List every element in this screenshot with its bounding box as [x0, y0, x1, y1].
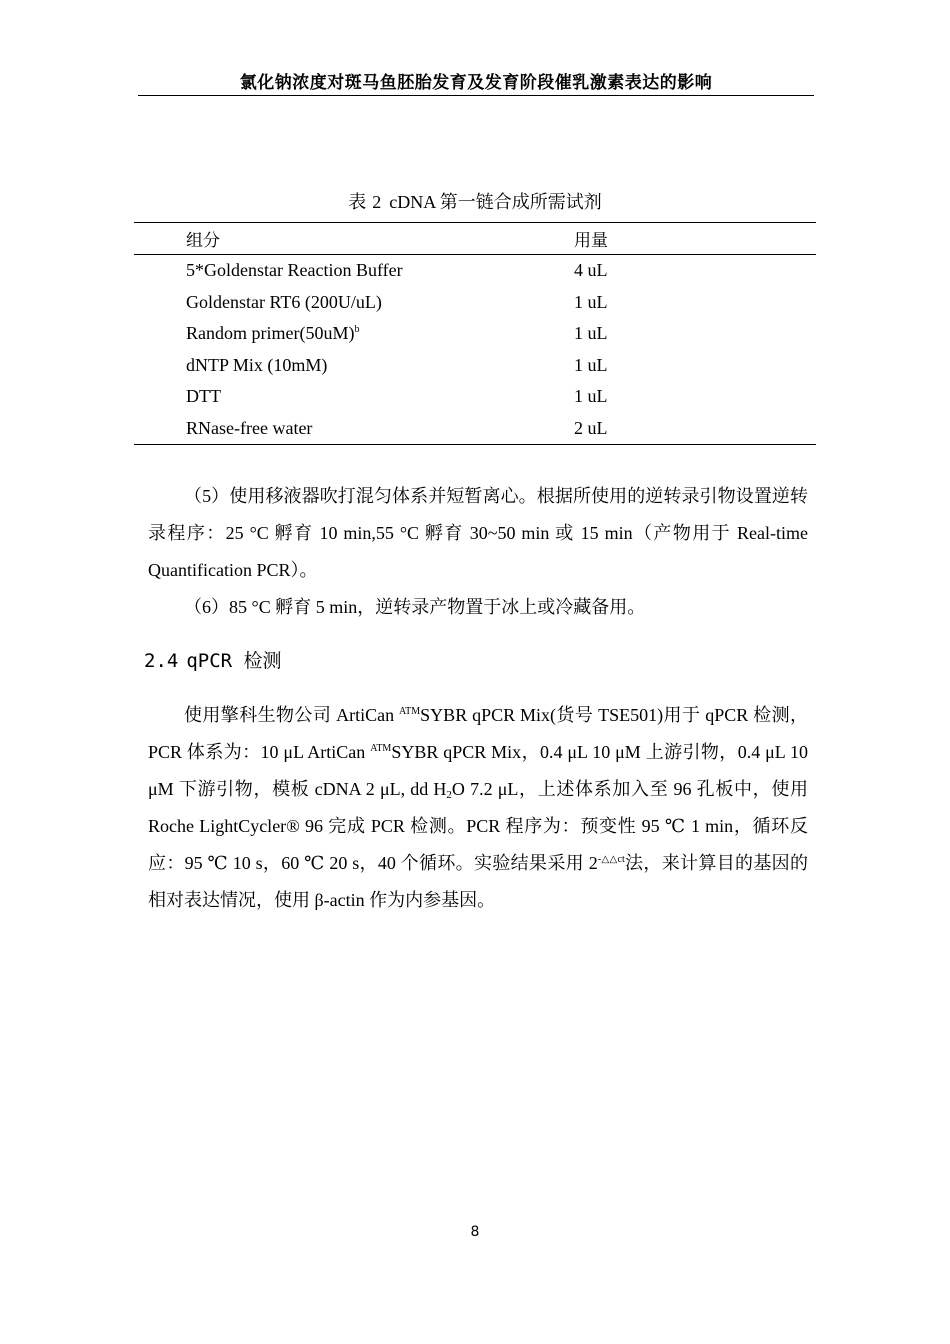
- delta-delta-ct-superscript: -△△ct: [597, 854, 625, 865]
- table-caption-label: 表: [348, 192, 367, 212]
- component-cell: Goldenstar RT6 (200U/uL): [186, 291, 382, 312]
- component-cell: dNTP Mix (10mM): [186, 354, 328, 375]
- subscript-2: 2: [446, 789, 452, 801]
- table-row: [134, 255, 816, 287]
- component-cell: DTT: [186, 386, 221, 407]
- amount-cell: 1 uL: [574, 354, 608, 375]
- amount-cell: 1 uL: [574, 291, 608, 312]
- atm-superscript: ATM: [399, 706, 421, 717]
- amount-cell: 4 uL: [574, 260, 608, 281]
- qpcr-text-part: 使用擎科生物公司 ArtiCan: [184, 705, 400, 725]
- qpcr-text-part: SYBR qPCR Mix(货号 TSE501)用于 qPCR 检测，PCR 体系为：10 μL ArtiCan: [148, 705, 808, 762]
- table-row: [134, 287, 816, 319]
- section-heading: [144, 646, 282, 673]
- component-text: Random primer(50uM): [186, 323, 355, 344]
- qpcr-text-part: SYBR qPCR Mix，0.4 μL 10 μM 上游引物，0.4 μL 10 μM 下游引物，模板 cDNA 2 μL, dd H: [148, 742, 808, 799]
- section-number: 2.4: [144, 650, 179, 672]
- component-cell: RNase-free water: [186, 417, 313, 438]
- amount-cell: 1 uL: [574, 323, 608, 344]
- table-row: [134, 381, 816, 413]
- qpcr-paragraph: [148, 697, 808, 919]
- reagent-table: [134, 222, 816, 445]
- component-cell: 5*Goldenstar Reaction Buffer: [186, 260, 403, 281]
- footnote-marker: b: [354, 324, 360, 336]
- page-number: 8: [470, 1224, 480, 1240]
- amount-cell: 2 uL: [574, 417, 608, 438]
- step5-paragraph: （5）使用移液器吹打混匀体系并短暂离心。根据所使用的逆转录引物设置逆转录程序：25 °C 孵育 10 min,55 °C 孵育 30~50 min 或 15 min（产物用于 Real-time Quantification PCR）。: [148, 486, 808, 580]
- atm-superscript: ATM: [370, 743, 392, 754]
- table-row: [134, 413, 816, 445]
- running-header: 氯化钠浓度对斑马鱼胚胎发育及发育阶段催乳激素表达的影响: [138, 68, 814, 96]
- qpcr-text-part: 法，来计算目的基因的相对表达情况，使用 β-actin 作为内参基因。: [148, 853, 809, 910]
- step6-paragraph: （6）85 °C 孵育 5 min，逆转录产物置于冰上或冷藏备用。: [184, 597, 646, 617]
- component-cell: [134, 318, 574, 350]
- qpcr-text-part: O 7.2 μL，上述体系加入至 96 孔板中，使用 Roche LightCycler® 96 完成 PCR 检测。PCR 程序为：预变性 95 ℃ 1 min，循环反应：95 ℃ 10 s，60 ℃ 20 s，40 个循环。实验结果采用 2: [148, 779, 808, 873]
- amount-cell: 1 uL: [574, 386, 608, 407]
- table-caption-text: cDNA 第一链合成所需试剂: [389, 192, 602, 212]
- table-row: [134, 350, 816, 382]
- table-row: [134, 318, 816, 350]
- table-caption-number: 2: [372, 192, 382, 212]
- section-title: qPCR 检测: [186, 650, 282, 672]
- column-header-amount: 用量: [574, 231, 608, 251]
- column-header-component: 组分: [186, 231, 220, 251]
- table-header-row: [134, 223, 816, 255]
- table-caption: [134, 188, 816, 214]
